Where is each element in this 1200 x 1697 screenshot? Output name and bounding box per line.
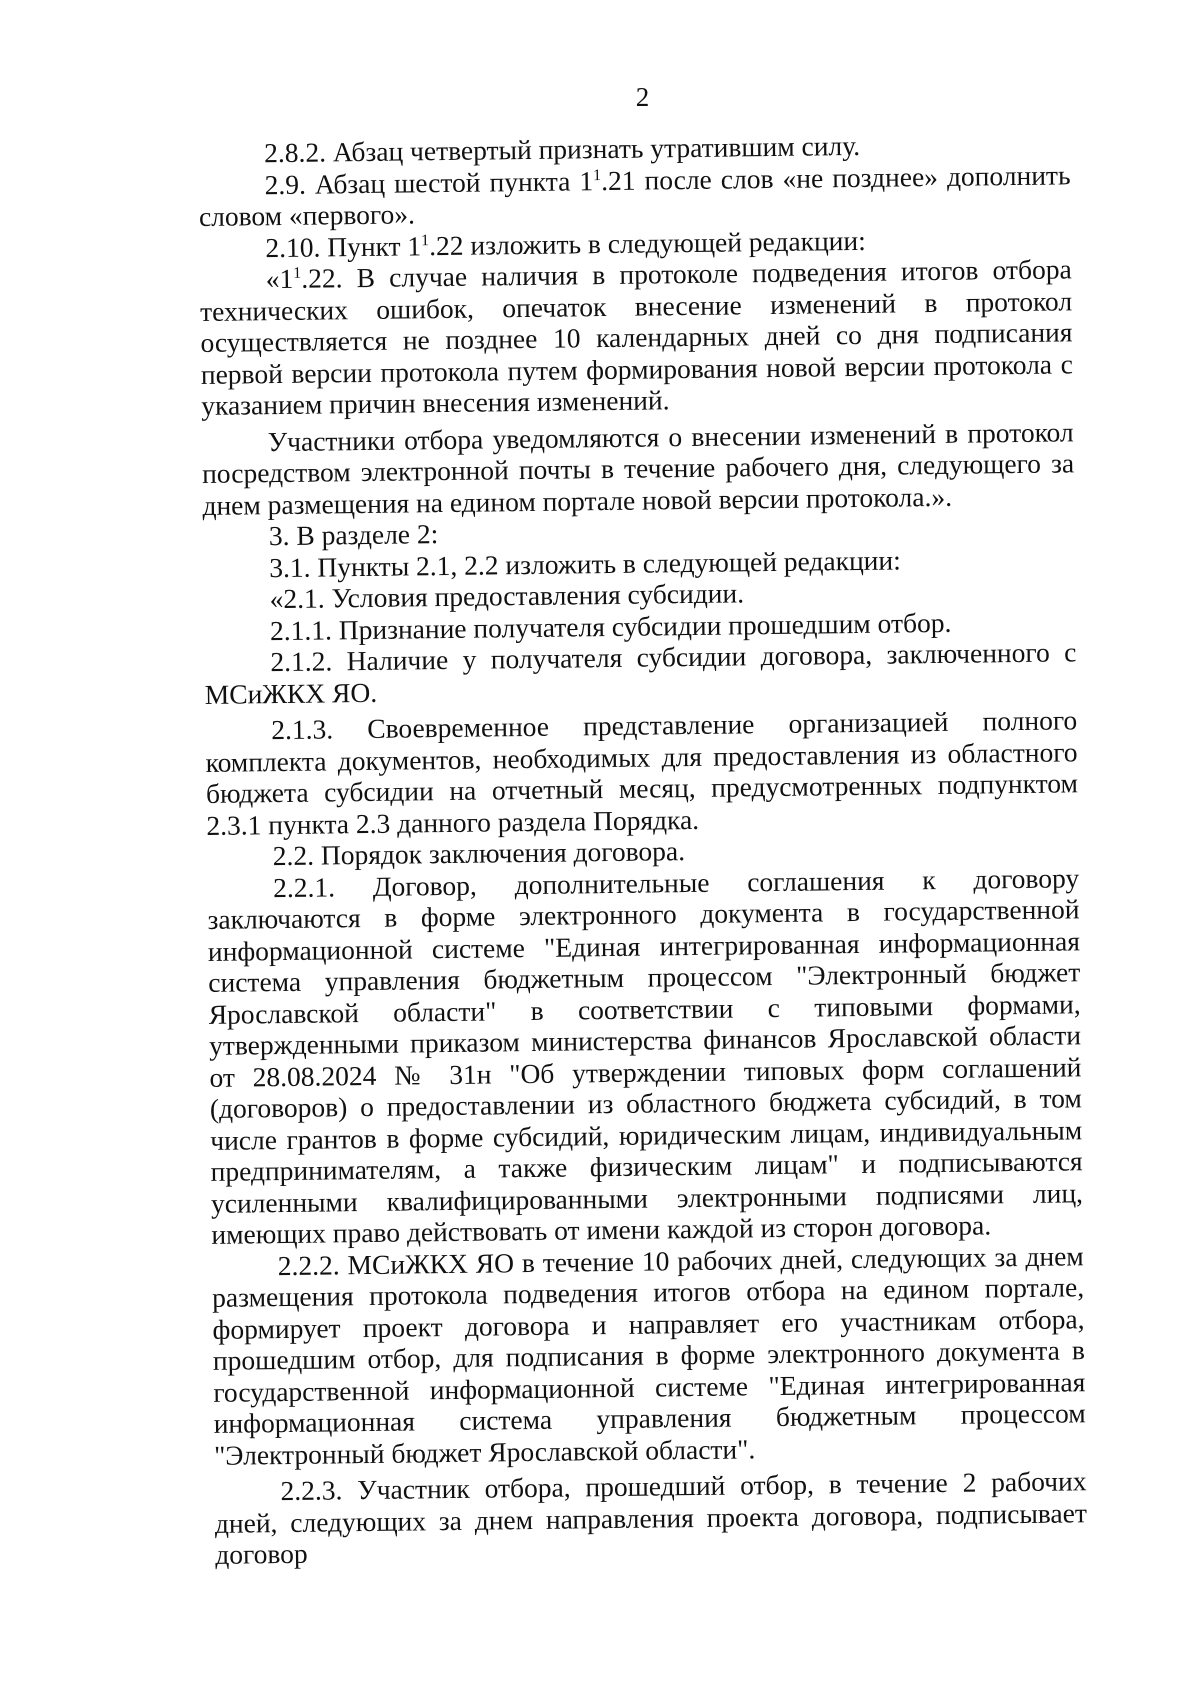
paragraph-2-9-text-end: .21 после слов «не позднее» дополнить словом «первого». xyxy=(198,158,1071,232)
paragraph-2-1-1: 2.1.1. Признание получателя субсидии прошедшим отбор. xyxy=(269,606,952,646)
paragraph-2-10-text-start: 2.10. Пункт 1 xyxy=(265,229,422,263)
paragraph-1-22-text-end: .22. В случае наличия в протоколе подведения итогов отбора технических ошибок, опечаток внесение изменений в протокол осуществляется не позднее 10 календарных дней со дня подписания первой версии протокола путем формирования новой версии протокола с указанием причин внесения изменений. xyxy=(199,253,1074,421)
document-body xyxy=(198,127,1087,1570)
paragraph-2-1-3: 2.1.3. Своевременное представление организацией полного комплекта документов, необходимых для предоставления из областного бюджета субсидии на отчетный месяц, предусмотренных подпунктом 2.3.1 пункта 2.3 данного раздела Порядка. xyxy=(205,704,1079,841)
superscript: 1 xyxy=(421,231,430,249)
paragraph-2-9-text-start: 2.9. Абзац шестой пункта 1 xyxy=(264,164,594,200)
paragraph-3-1: 3.1. Пункты 2.1, 2.2 изложить в следующей редакции: xyxy=(269,543,901,583)
paragraph-2-1-2: 2.1.2. Наличие у получателя субсидии договора, заключенного с МСиЖКХ ЯО. xyxy=(204,636,1077,710)
paragraph-2-2-2: 2.2.2. МСиЖКХ ЯО в течение 10 рабочих дней, следующих за днем размещения протокола подведения итогов отбора на едином портале, формирует проект договора и направляет его участникам отбора, прошедшим отбор, для подписания в форме электронного документа в государственной информационной системе "Единая интегрированная информационная система управления бюджетным процессом "Электронный бюджет Ярославской области". xyxy=(211,1239,1086,1471)
superscript: 1 xyxy=(293,264,302,282)
paragraph-2-2: 2.2. Порядок заключения договора. xyxy=(272,835,686,872)
paragraph-1-22-text-start: «1 xyxy=(265,262,294,295)
paragraph-2-9 xyxy=(198,159,1071,233)
paragraph-section-3: 3. В разделе 2: xyxy=(268,518,439,552)
superscript: 1 xyxy=(592,166,602,184)
paragraph-2-8-2: 2.8.2. Абзац четвертый признать утратившим силу. xyxy=(263,129,861,169)
paragraph-1-22-quote xyxy=(200,253,1074,421)
paragraph-participants-notified: Участники отбора уведомляются о внесении изменений в протокол посредством электронной почты в течение рабочего дня, следующего за днем размещения на едином портале новой версии протокола.». xyxy=(201,415,1075,521)
page-number: 2 xyxy=(635,82,650,112)
paragraph-2-1: «2.1. Условия предоставления субсидии. xyxy=(269,577,745,615)
paragraph-2-10-text-end: .22 изложить в следующей редакции: xyxy=(428,224,866,261)
paragraph-2-2-3: 2.2.3. Участник отбора, прошедший отбор, в течение 2 рабочих дней, следующих за днем направления проекта договора, подписывает договор xyxy=(214,1465,1088,1570)
paragraph-2-2-1: 2.2.1. Договор, дополнительные соглашения к договору заключаются в форме электронного документа в государственной информационной системе "Единая интегрированная информационная система управления бюджетным процессом "Электронный бюджет Ярославской области" в соответствии с типовыми формами, утвержденными приказом министерства финансов Ярославской области от 28.08.2024 № 31н "Об утверждении типовых форм соглашений (договоров) о предоставлении из областного бюджета субсидий, в том числе грантов в форме субсидий, юридическим лицам, индивидуальным предпринимателям, а также физическим лицам" и подписываются усиленными квалифицированными электронными подписями лиц, имеющих право действовать от имени каждой из сторон договора. xyxy=(207,861,1084,1250)
